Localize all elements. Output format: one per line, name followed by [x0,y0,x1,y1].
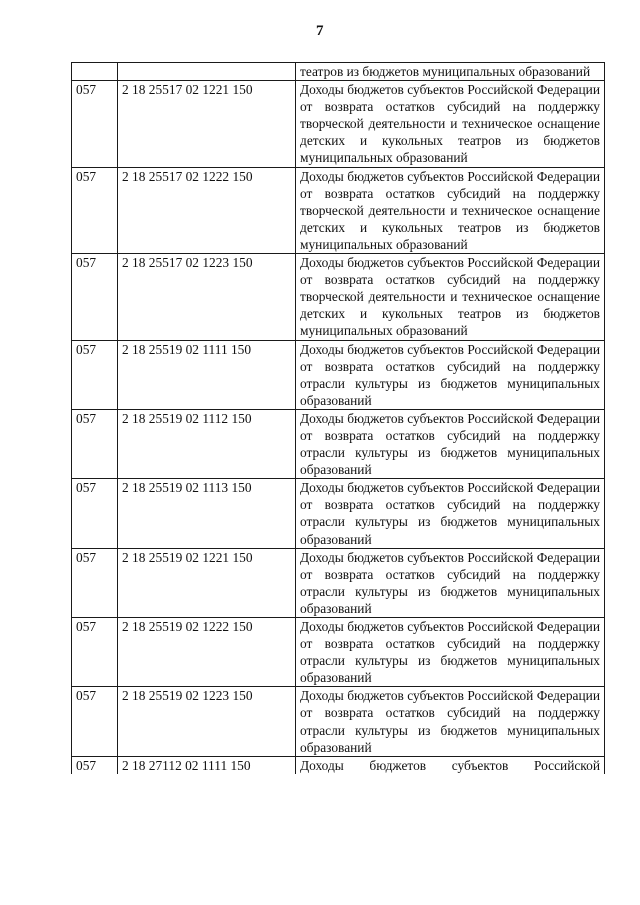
budget-code-cell: 2 18 25519 02 1112 150 [118,409,296,478]
description-cell: Доходы бюджетов субъектов Российской Федерации от возврата остатков субсидий на поддержку творческой деятельности и техническое оснащение детских и кукольных театров из бюджетов муниципальных образований [296,254,605,340]
admin-code-cell: 057 [72,756,118,774]
admin-code-cell: 057 [72,167,118,253]
description-cell: Доходы бюджетов субъектов Российской Федерации от возврата остатков субсидий на поддержку отрасли культуры из бюджетов муниципальных образований [296,479,605,548]
budget-code-cell [118,63,296,81]
description-cell: Доходы бюджетов субъектов Российской Федерации от возврата остатков субсидий на поддержку отрасли культуры из бюджетов муниципальных образований [296,409,605,478]
budget-code-cell: 2 18 25517 02 1223 150 [118,254,296,340]
description-cell: Доходы бюджетов субъектов Российской [296,756,605,774]
table-row [72,81,605,167]
admin-code-cell: 057 [72,687,118,756]
table-row [72,548,605,617]
budget-code-cell: 2 18 27112 02 1111 150 [118,756,296,774]
description-cell: театров из бюджетов муниципальных образований [296,63,605,81]
description-cell: Доходы бюджетов субъектов Российской Федерации от возврата остатков субсидий на поддержку творческой деятельности и техническое оснащение детских и кукольных театров из бюджетов муниципальных образований [296,81,605,167]
admin-code-cell: 057 [72,340,118,409]
table-row [72,254,605,340]
table-row [72,687,605,756]
table-row [72,63,605,81]
table-row [72,167,605,253]
admin-code-cell: 057 [72,409,118,478]
table-row [72,340,605,409]
budget-code-cell: 2 18 25519 02 1222 150 [118,618,296,687]
table-row [72,756,605,774]
budget-code-cell: 2 18 25519 02 1111 150 [118,340,296,409]
budget-code-cell: 2 18 25519 02 1221 150 [118,548,296,617]
table-row [72,409,605,478]
admin-code-cell: 057 [72,81,118,167]
admin-code-cell [72,63,118,81]
budget-code-cell: 2 18 25519 02 1223 150 [118,687,296,756]
admin-code-cell: 057 [72,254,118,340]
table-row [72,479,605,548]
budget-code-cell: 2 18 25517 02 1221 150 [118,81,296,167]
admin-code-cell: 057 [72,479,118,548]
description-cell: Доходы бюджетов субъектов Российской Федерации от возврата остатков субсидий на поддержку отрасли культуры из бюджетов муниципальных образований [296,340,605,409]
page-number: 7 [316,23,324,39]
admin-code-cell: 057 [72,618,118,687]
budget-codes-table [71,62,605,774]
table-row [72,618,605,687]
description-cell: Доходы бюджетов субъектов Российской Федерации от возврата остатков субсидий на поддержку отрасли культуры из бюджетов муниципальных образований [296,548,605,617]
admin-code-cell: 057 [72,548,118,617]
budget-code-cell: 2 18 25519 02 1113 150 [118,479,296,548]
budget-code-cell: 2 18 25517 02 1222 150 [118,167,296,253]
description-cell: Доходы бюджетов субъектов Российской Федерации от возврата остатков субсидий на поддержку отрасли культуры из бюджетов муниципальных образований [296,687,605,756]
description-cell: Доходы бюджетов субъектов Российской Федерации от возврата остатков субсидий на поддержку творческой деятельности и техническое оснащение детских и кукольных театров из бюджетов муниципальных образований [296,167,605,253]
description-cell: Доходы бюджетов субъектов Российской Федерации от возврата остатков субсидий на поддержку отрасли культуры из бюджетов муниципальных образований [296,618,605,687]
